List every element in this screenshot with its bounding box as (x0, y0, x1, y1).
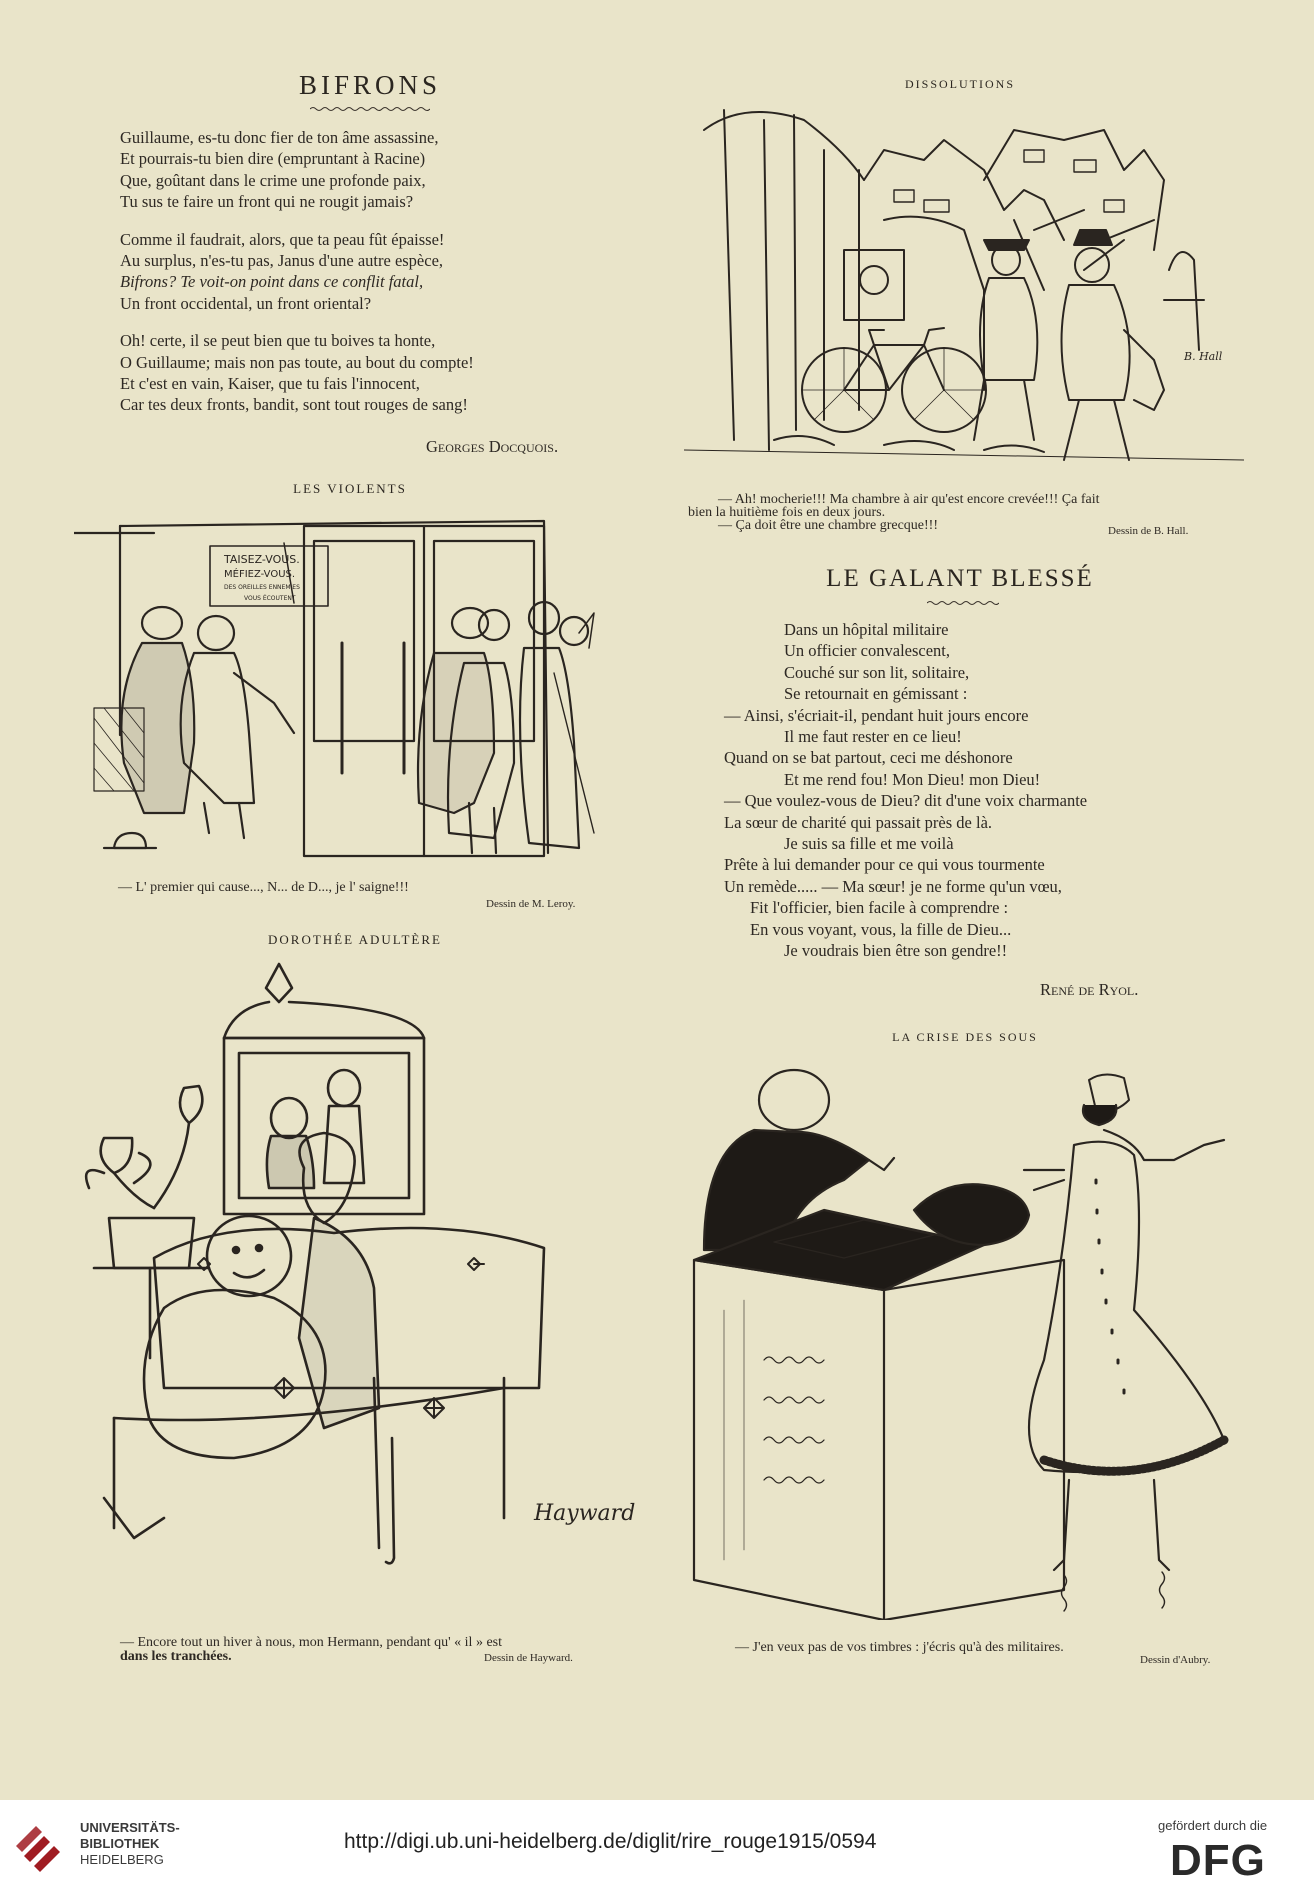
title-ornament (310, 106, 430, 112)
dissolutions-caption-line1: — Ah! mocherie!!! Ma chambre à air qu'est encore crevée!!! Ça fait (718, 492, 1100, 507)
galant-title: LE GALANT BLESSÉ (826, 565, 1094, 592)
crise-credit: Dessin d'Aubry. (1140, 1654, 1211, 1666)
dissolutions-signature: B. Hall (1184, 350, 1223, 363)
poem-line: Prête à lui demander pour ce qui vous tourmente (724, 855, 1045, 875)
violents-credit (486, 898, 575, 910)
svg-text:MÉFIEZ-VOUS.: MÉFIEZ-VOUS. (224, 569, 296, 580)
poem-line: Au surplus, n'es-tu pas, Janus d'une autre espèce, (120, 251, 444, 271)
svg-text:DES OREILLES ENNEMIES: DES OREILLES ENNEMIES (224, 584, 300, 591)
poem-line: O Guillaume; mais non pas toute, au bout du compte! (120, 352, 474, 372)
poem-line: Comme il faudrait, alors, que ta peau fût épaisse! (120, 229, 445, 249)
poem-line: Oh! certe, il se peut bien que tu boives ta honte, (120, 331, 436, 351)
stanza-3 (120, 330, 620, 416)
library-name-line1: UNIVERSITÄTS- (80, 1820, 180, 1835)
dissolutions-caption-line2: bien la huitième fois en deux jours. (688, 505, 886, 520)
poem-line: En vous voyant, vous, la fille de Dieu... (750, 919, 1012, 939)
poem-line: Je voudrais bien être son gendre!! (784, 941, 1008, 961)
source-url-link[interactable]: http://digi.ub.uni-heidelberg.de/diglit/rire_rouge1915/0594 (344, 1830, 877, 1853)
galant-signature: René de Ryol. (1040, 980, 1139, 999)
dissolutions-caption-line3: — Ça doit être une chambre grecque!!! (718, 518, 939, 533)
bifrons-title: BIFRONS (298, 70, 442, 100)
crise-illustration (684, 1060, 1254, 1620)
violents-illustration (74, 503, 658, 878)
poem-line: Un officier convalescent, (784, 641, 950, 661)
stanza-1 (120, 127, 620, 213)
poem-line: Couché sur son lit, solitaire, (784, 662, 970, 682)
library-name-line3: HEIDELBERG (80, 1852, 164, 1867)
poem-line: — Que voulez-vous de Dieu? dit d'une voix charmante (724, 791, 1088, 811)
poem-line: Quand on se bat partout, ceci me déshonore (724, 748, 1013, 768)
poem-line: Que, goûtant dans le crime une profonde paix, (120, 170, 426, 190)
dorothee-caption-line2: dans les tranchées. (120, 1649, 232, 1664)
poem-line: Un remède..... — Ma sœur! je ne forme qu'un vœu, (724, 876, 1062, 896)
galant-poem (724, 619, 1244, 962)
stanza-2 (120, 229, 620, 315)
dorothee-credit: Dessin de Hayward. (484, 1652, 573, 1664)
dfg-logo: DFG (1170, 1836, 1266, 1885)
poem-line: — Ainsi, s'écriait-il, pendant huit jours encore (724, 705, 1029, 725)
dissolutions-illustration (684, 90, 1244, 480)
poem-line: Bifrons? Te voit-on point dans ce conflit fatal, (120, 272, 424, 292)
poem-line: Et me rend fou! Mon Dieu! mon Dieu! (784, 769, 1041, 789)
svg-text:TAISEZ-VOUS.: TAISEZ-VOUS. (224, 553, 300, 566)
poem-line: Guillaume, es-tu donc fier de ton âme assassine, (120, 128, 439, 147)
dorothee-caption-line1: — Encore tout un hiver à nous, mon Hermann, pendant qu' « il » est (120, 1635, 502, 1650)
funded-by-label: gefördert durch die (1158, 1818, 1268, 1833)
library-logo-icon (14, 1816, 76, 1878)
footer-bar (0, 1800, 1314, 1899)
poem-line: Car tes deux fronts, bandit, sont tout rouges de sang! (120, 395, 468, 415)
dorothee-illustration (74, 958, 664, 1573)
poem-line: Et c'est en vain, Kaiser, que tu fais l'innocent, (120, 374, 420, 394)
svg-text:VOUS ÉCOUTENT: VOUS ÉCOUTENT (244, 595, 296, 602)
poem-line: Tu sus te faire un front qui ne rougit jamais? (120, 192, 414, 212)
library-name-line2: BIBLIOTHEK (80, 1836, 160, 1851)
crise-title: LA CRISE DES SOUS (892, 1030, 1038, 1044)
violents-title: LES VIOLENTS (293, 481, 407, 496)
poem-line: La sœur de charité qui passait près de là. (724, 812, 993, 832)
poem-line: Dans un hôpital militaire (784, 620, 949, 639)
library-name (80, 1820, 180, 1868)
dorothee-signature: Hayward (534, 1501, 636, 1526)
dissolutions-title: DISSOLUTIONS (904, 77, 1015, 91)
poem-line: Et pourrais-tu bien dire (empruntant à Racine) (120, 149, 426, 169)
bifrons-poem (120, 127, 620, 432)
dissolutions-credit: Dessin de B. Hall. (1108, 525, 1189, 537)
violents-caption: — L' premier qui cause..., N... de D..., je l' saigne!!! (118, 880, 409, 895)
galant-ornament (927, 600, 999, 606)
dorothee-title: DOROTHÉE ADULTÈRE (268, 932, 442, 947)
poem-line: Un front occidental, un front oriental? (120, 293, 372, 313)
poem-line: Fit l'officier, bien facile à comprendre : (750, 898, 1009, 918)
poem-line: Je suis sa fille et me voilà (784, 834, 954, 854)
crise-caption: — J'en veux pas de vos timbres : j'écris qu'à des militaires. (735, 1640, 1064, 1655)
bifrons-signature: Georges Docquois. (426, 437, 559, 456)
poem-line: Se retournait en gémissant : (784, 684, 968, 704)
poem-line: Il me faut rester en ce lieu! (784, 727, 962, 747)
violents-credit-text: Dessin de M. Leroy. (486, 898, 576, 910)
